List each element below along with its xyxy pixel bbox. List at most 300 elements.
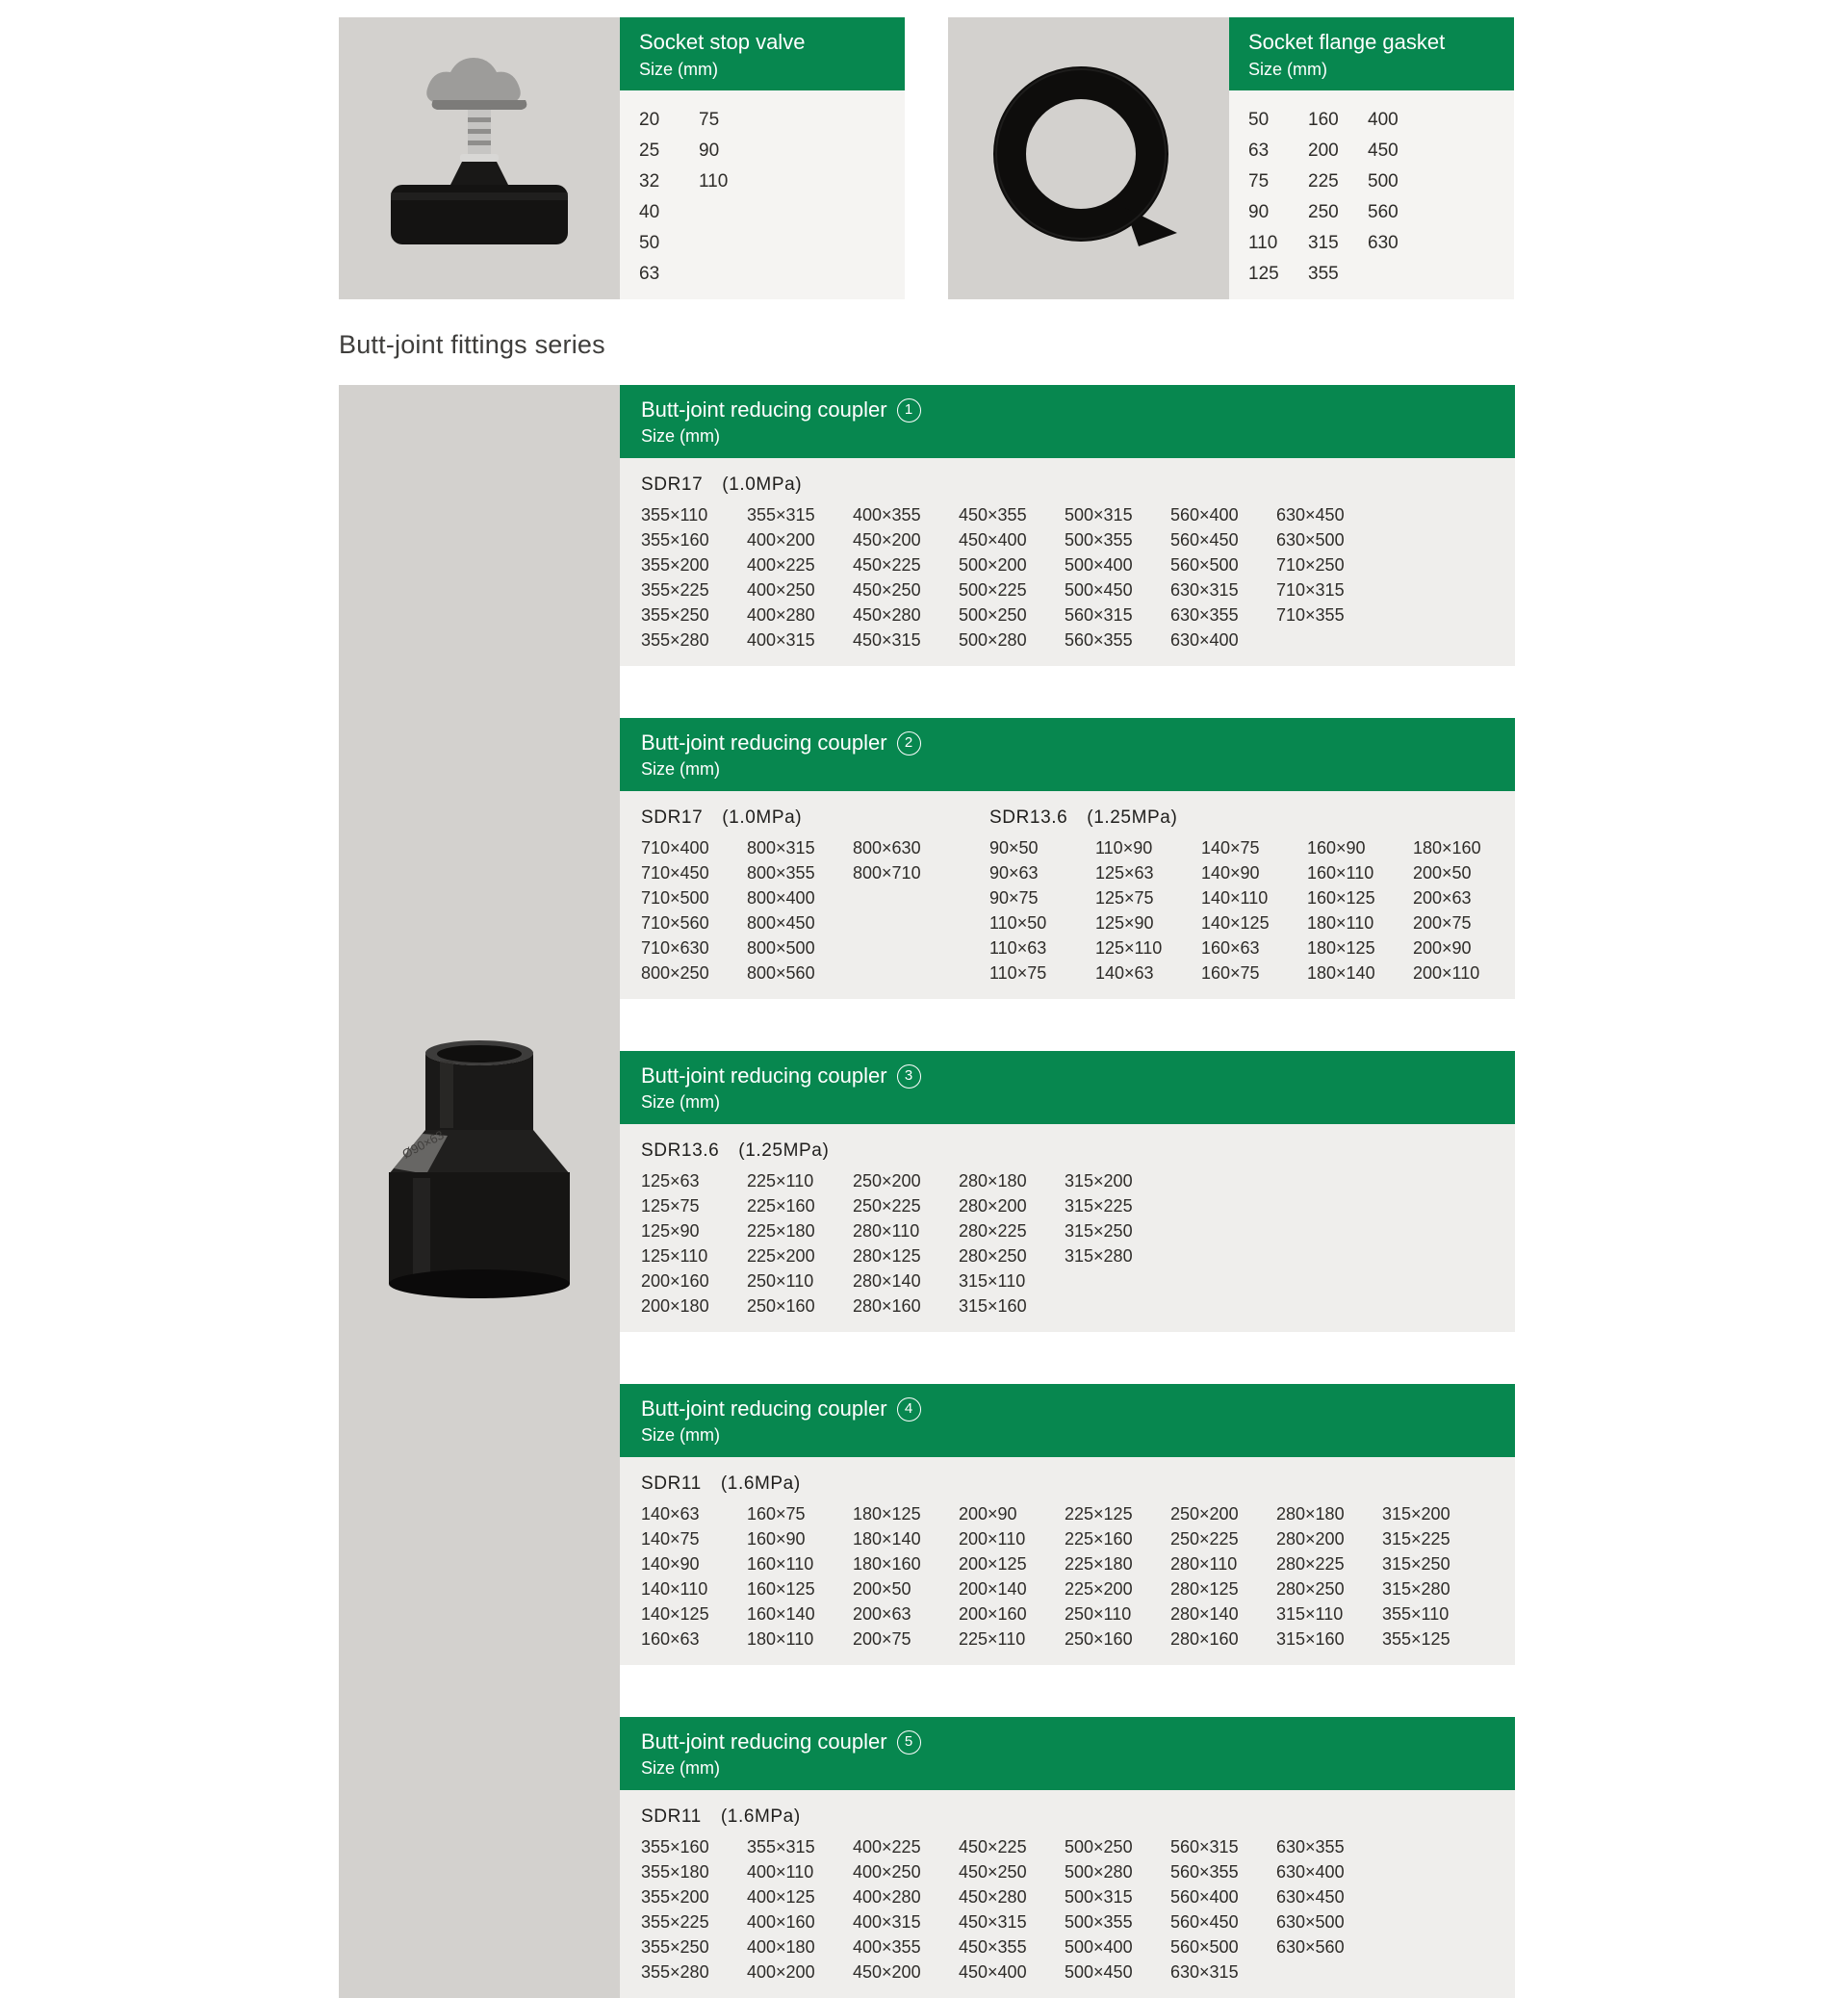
size-value: 800×315 xyxy=(747,838,815,858)
size-value: 800×250 xyxy=(641,963,709,983)
size-value: 500×280 xyxy=(959,630,1027,650)
size-value: 25 xyxy=(639,141,660,161)
circled-number-badge: 1 xyxy=(897,398,921,423)
size-value: 125×63 xyxy=(1095,863,1154,883)
section-heading: Butt-joint fittings series xyxy=(339,330,605,359)
size-value: 180×160 xyxy=(853,1554,921,1574)
size-columns xyxy=(641,1501,1457,1652)
size-value: 800×450 xyxy=(747,913,815,933)
size-value: 315 xyxy=(1308,233,1339,253)
pressure-rating-label: (1.25MPa) xyxy=(738,1140,830,1161)
size-value: 400×280 xyxy=(747,605,815,625)
size-value: 160×63 xyxy=(641,1629,700,1649)
size-value: 280×225 xyxy=(959,1221,1027,1241)
size-value: 225×125 xyxy=(1065,1504,1133,1524)
reducing-coupler-illustration xyxy=(359,1024,600,1305)
size-column xyxy=(853,502,928,653)
size-value: 160×110 xyxy=(747,1554,814,1574)
size-value: 630×500 xyxy=(1276,1912,1345,1932)
table-title: Butt-joint reducing coupler xyxy=(641,730,887,755)
size-value: 250×200 xyxy=(853,1171,921,1191)
size-value: 32 xyxy=(639,171,660,192)
size-value: 180×110 xyxy=(747,1629,814,1649)
table-body xyxy=(620,1457,1515,1665)
size-value: 500×355 xyxy=(1065,530,1133,550)
size-columns xyxy=(989,835,1488,986)
size-value: 450×250 xyxy=(853,580,921,600)
size-value: 355×280 xyxy=(641,630,709,650)
size-value: 315×250 xyxy=(1065,1221,1133,1241)
socket-flange-gasket-photo xyxy=(948,17,1229,299)
size-value: 500×250 xyxy=(1065,1837,1133,1857)
fittings-table-1 xyxy=(620,385,1515,666)
size-list xyxy=(620,90,905,299)
size-value: 500×315 xyxy=(1065,1887,1133,1907)
size-value: 225 xyxy=(1308,171,1339,192)
size-column xyxy=(1307,835,1382,986)
size-value: 125×110 xyxy=(1095,938,1163,958)
size-value: 140×90 xyxy=(1201,863,1260,883)
size-value: 200×63 xyxy=(853,1604,911,1624)
size-value: 90×75 xyxy=(989,888,1039,908)
sdr-spec-label: SDR11 xyxy=(641,1473,702,1494)
fittings-table-3 xyxy=(620,1051,1515,1332)
size-value: 355×180 xyxy=(641,1862,709,1882)
size-column xyxy=(853,1501,928,1652)
size-column xyxy=(1276,1834,1351,1985)
embossed-marking: Ø90×63 xyxy=(399,1127,447,1162)
size-column xyxy=(699,105,733,299)
size-value: 160×110 xyxy=(1307,863,1374,883)
size-value: 250×160 xyxy=(747,1296,815,1316)
size-value: 125×75 xyxy=(1095,888,1154,908)
size-value: 400×225 xyxy=(853,1837,921,1857)
size-value: 200×90 xyxy=(1413,938,1472,958)
size-value: 710×630 xyxy=(641,938,709,958)
card-title: Socket stop valve xyxy=(639,30,806,54)
socket-stop-valve-photo xyxy=(339,17,620,299)
size-value: 355×110 xyxy=(641,505,708,525)
size-value: 140×63 xyxy=(1095,963,1154,983)
size-value: 140×125 xyxy=(1201,913,1270,933)
size-value: 400×280 xyxy=(853,1887,921,1907)
size-value: 560×450 xyxy=(1170,1912,1239,1932)
spec-group-sdr11 xyxy=(641,1803,1351,1985)
table-title: Butt-joint reducing coupler xyxy=(641,1063,887,1088)
size-value: 110×50 xyxy=(989,913,1047,933)
size-value: 560×355 xyxy=(1170,1862,1239,1882)
size-value: 160×90 xyxy=(747,1529,806,1549)
top-cards-row xyxy=(339,17,1515,299)
card-socket-stop-valve xyxy=(339,17,905,299)
table-header xyxy=(620,718,1515,791)
size-column xyxy=(747,835,822,986)
size-value: 400×355 xyxy=(853,1937,921,1957)
table-size-label: Size (mm) xyxy=(641,1092,720,1112)
size-value: 280×140 xyxy=(853,1271,921,1291)
size-value: 200×75 xyxy=(1413,913,1472,933)
size-value: 200×63 xyxy=(1413,888,1472,908)
reducing-coupler-photo xyxy=(339,1024,620,1305)
size-value: 200×180 xyxy=(641,1296,709,1316)
size-value: 450×250 xyxy=(959,1862,1027,1882)
table-title: Butt-joint reducing coupler xyxy=(641,1729,887,1754)
size-column xyxy=(959,1501,1034,1652)
size-value: 400×200 xyxy=(747,530,815,550)
size-value: 400×250 xyxy=(853,1862,921,1882)
size-value: 800×560 xyxy=(747,963,815,983)
card-header xyxy=(620,17,905,90)
size-value: 800×355 xyxy=(747,863,815,883)
table-header xyxy=(620,385,1515,458)
size-columns xyxy=(641,1834,1351,1985)
size-value: 200×125 xyxy=(959,1554,1027,1574)
size-value: 355×160 xyxy=(641,530,709,550)
size-value: 560×315 xyxy=(1170,1837,1239,1857)
size-value: 180×160 xyxy=(1413,838,1481,858)
spec-line xyxy=(641,1803,1351,1832)
size-column xyxy=(1413,835,1488,986)
size-column xyxy=(1308,105,1343,299)
size-value: 450×200 xyxy=(853,1962,921,1982)
size-value: 400×315 xyxy=(747,630,815,650)
size-value: 400×200 xyxy=(747,1962,815,1982)
size-value: 180×110 xyxy=(1307,913,1374,933)
size-value: 250×110 xyxy=(1065,1604,1132,1624)
size-value: 250×160 xyxy=(1065,1629,1133,1649)
card-title: Socket flange gasket xyxy=(1248,30,1446,54)
size-value: 315×110 xyxy=(959,1271,1026,1291)
table-body xyxy=(620,458,1515,666)
size-value: 250×225 xyxy=(853,1196,921,1216)
size-value: 140×90 xyxy=(641,1554,700,1574)
size-value: 225×180 xyxy=(1065,1554,1133,1574)
size-value: 710×250 xyxy=(1276,555,1345,575)
table-title: Butt-joint reducing coupler xyxy=(641,397,887,422)
size-column xyxy=(1065,1834,1140,1985)
pressure-rating-label: (1.25MPa) xyxy=(1087,807,1178,828)
size-value: 630×450 xyxy=(1276,505,1345,525)
size-column xyxy=(1065,502,1140,653)
size-columns xyxy=(641,502,1351,653)
size-value: 315×225 xyxy=(1065,1196,1133,1216)
size-value: 450×400 xyxy=(959,1962,1027,1982)
size-value: 315×225 xyxy=(1382,1529,1450,1549)
size-value: 400×225 xyxy=(747,555,815,575)
size-value: 355×315 xyxy=(747,505,815,525)
size-value: 280×125 xyxy=(853,1246,921,1266)
size-column xyxy=(1276,1501,1351,1652)
size-value: 110 xyxy=(1248,233,1278,253)
size-value: 125×63 xyxy=(641,1171,700,1191)
size-column xyxy=(989,835,1065,986)
size-value: 450×355 xyxy=(959,505,1027,525)
table-title-row xyxy=(641,1062,1515,1090)
size-value: 50 xyxy=(639,233,660,253)
size-value: 225×200 xyxy=(1065,1579,1133,1599)
table-header xyxy=(620,1717,1515,1790)
size-value: 280×110 xyxy=(853,1221,920,1241)
size-value: 75 xyxy=(699,110,720,130)
size-value: 20 xyxy=(639,110,660,130)
spec-line xyxy=(641,1470,1457,1498)
size-value: 160×140 xyxy=(747,1604,815,1624)
fittings-tables-column xyxy=(620,385,1515,1998)
size-value: 110×63 xyxy=(989,938,1047,958)
butt-joint-fittings-section xyxy=(339,385,1515,1998)
size-value: 140×75 xyxy=(1201,838,1260,858)
size-value: 280×250 xyxy=(1276,1579,1345,1599)
size-value: 500×450 xyxy=(1065,1962,1133,1982)
size-value: 280×200 xyxy=(959,1196,1027,1216)
size-value: 315×160 xyxy=(959,1296,1027,1316)
spec-group-sdr17 xyxy=(641,804,928,986)
size-value: 200×160 xyxy=(959,1604,1027,1624)
table-title-row xyxy=(641,1395,1515,1423)
size-value: 280×250 xyxy=(959,1246,1027,1266)
size-value: 450×280 xyxy=(853,605,921,625)
fittings-table-5 xyxy=(620,1717,1515,1998)
size-value: 630×315 xyxy=(1170,1962,1239,1982)
size-value: 225×110 xyxy=(959,1629,1026,1649)
size-value: 800×400 xyxy=(747,888,815,908)
size-value: 355×280 xyxy=(641,1962,709,1982)
size-value: 160×90 xyxy=(1307,838,1366,858)
sdr-spec-label: SDR13.6 xyxy=(641,1140,720,1161)
table-body xyxy=(620,1790,1515,1998)
size-value: 200×110 xyxy=(959,1529,1026,1549)
size-column xyxy=(1170,1501,1245,1652)
size-value: 710×400 xyxy=(641,838,709,858)
size-value: 180×140 xyxy=(1307,963,1375,983)
size-value: 355×125 xyxy=(1382,1629,1450,1649)
spec-group-sdr17 xyxy=(641,471,1351,653)
size-value: 125×90 xyxy=(1095,913,1154,933)
size-value: 560×315 xyxy=(1065,605,1133,625)
size-value: 225×160 xyxy=(747,1196,815,1216)
spec-line xyxy=(641,1137,1140,1166)
size-value: 140×125 xyxy=(641,1604,709,1624)
size-value: 225×200 xyxy=(747,1246,815,1266)
fittings-table-2 xyxy=(620,718,1515,999)
size-column xyxy=(747,1501,822,1652)
size-value: 280×225 xyxy=(1276,1554,1345,1574)
table-header xyxy=(620,1384,1515,1457)
size-value: 315×160 xyxy=(1276,1629,1345,1649)
card-size-label: Size (mm) xyxy=(1248,60,1327,79)
circled-number-badge: 3 xyxy=(897,1064,921,1089)
size-value: 90×50 xyxy=(989,838,1039,858)
size-value: 500×400 xyxy=(1065,555,1133,575)
size-value: 630×400 xyxy=(1170,630,1239,650)
size-value: 560×500 xyxy=(1170,1937,1239,1957)
size-column xyxy=(853,1168,928,1319)
circled-number-badge: 2 xyxy=(897,731,921,756)
size-column xyxy=(959,1168,1034,1319)
size-value: 800×630 xyxy=(853,838,921,858)
size-column xyxy=(747,1834,822,1985)
size-value: 250×200 xyxy=(1170,1504,1239,1524)
size-value: 500×355 xyxy=(1065,1912,1133,1932)
size-value: 560×450 xyxy=(1170,530,1239,550)
size-value: 125×110 xyxy=(641,1246,708,1266)
size-value: 710×355 xyxy=(1276,605,1345,625)
size-value: 160×125 xyxy=(747,1579,815,1599)
size-value: 500×250 xyxy=(959,605,1027,625)
socket-stop-valve-table xyxy=(620,17,905,299)
sdr-spec-label: SDR17 xyxy=(641,807,704,828)
size-column xyxy=(641,1168,716,1319)
size-value: 355×250 xyxy=(641,1937,709,1957)
size-column xyxy=(1382,1501,1457,1652)
spec-group-sdr13.6 xyxy=(989,804,1488,986)
circled-number-badge: 5 xyxy=(897,1730,921,1755)
size-value: 630×315 xyxy=(1170,580,1239,600)
size-value: 200×110 xyxy=(1413,963,1480,983)
fittings-table-4 xyxy=(620,1384,1515,1665)
size-value: 125×75 xyxy=(641,1196,700,1216)
size-value: 355×110 xyxy=(1382,1604,1450,1624)
size-value: 800×500 xyxy=(747,938,815,958)
size-value: 280×180 xyxy=(959,1171,1027,1191)
size-value: 50 xyxy=(1248,110,1270,130)
size-value: 450×400 xyxy=(959,530,1027,550)
size-column xyxy=(641,1834,716,1985)
size-value: 560×355 xyxy=(1065,630,1133,650)
spec-group-sdr13.6 xyxy=(641,1137,1140,1319)
spec-group-sdr11 xyxy=(641,1470,1457,1652)
size-value: 200×50 xyxy=(1413,863,1472,883)
size-value: 400×110 xyxy=(747,1862,814,1882)
size-column xyxy=(1065,1168,1140,1319)
size-value: 560 xyxy=(1368,202,1399,222)
size-value: 225×160 xyxy=(1065,1529,1133,1549)
circled-number-badge: 4 xyxy=(897,1397,921,1422)
table-size-label: Size (mm) xyxy=(641,426,720,446)
size-value: 450×280 xyxy=(959,1887,1027,1907)
size-list xyxy=(1229,90,1514,299)
spec-line xyxy=(641,804,928,832)
size-value: 315×110 xyxy=(1276,1604,1344,1624)
size-value: 200×75 xyxy=(853,1629,911,1649)
size-value: 500×280 xyxy=(1065,1862,1133,1882)
sdr-spec-label: SDR17 xyxy=(641,474,704,495)
size-value: 315×280 xyxy=(1065,1246,1133,1266)
size-value: 315×280 xyxy=(1382,1579,1450,1599)
size-value: 160×63 xyxy=(1201,938,1260,958)
size-value: 250×110 xyxy=(747,1271,814,1291)
size-value: 355 xyxy=(1308,264,1339,284)
catalog-page xyxy=(339,17,1515,1998)
size-column xyxy=(641,1501,716,1652)
spec-line xyxy=(641,471,1351,500)
size-value: 710×560 xyxy=(641,913,709,933)
size-value: 75 xyxy=(1248,171,1270,192)
table-body xyxy=(620,791,1515,999)
pressure-rating-label: (1.6MPa) xyxy=(720,1473,801,1494)
size-value: 800×710 xyxy=(853,863,921,883)
size-value: 63 xyxy=(639,264,660,284)
size-value: 40 xyxy=(639,202,660,222)
size-value: 450×225 xyxy=(959,1837,1027,1857)
size-value: 500×315 xyxy=(1065,505,1133,525)
size-value: 500 xyxy=(1368,171,1399,192)
table-header xyxy=(620,1051,1515,1124)
size-value: 280×160 xyxy=(853,1296,921,1316)
size-value: 630×400 xyxy=(1276,1862,1345,1882)
size-value: 355×225 xyxy=(641,580,709,600)
size-value: 355×200 xyxy=(641,555,709,575)
size-column xyxy=(641,502,716,653)
table-title-row xyxy=(641,729,1515,757)
size-value: 125 xyxy=(1248,264,1279,284)
card-socket-flange-gasket xyxy=(948,17,1514,299)
size-value: 200×160 xyxy=(641,1271,709,1291)
size-value: 355×160 xyxy=(641,1837,709,1857)
size-columns xyxy=(641,835,928,986)
size-column xyxy=(959,1834,1034,1985)
size-value: 180×125 xyxy=(853,1504,921,1524)
size-value: 400×160 xyxy=(747,1912,815,1932)
size-value: 400×355 xyxy=(853,505,921,525)
card-size-label: Size (mm) xyxy=(639,60,718,79)
size-value: 560×400 xyxy=(1170,1887,1239,1907)
size-value: 140×63 xyxy=(641,1504,700,1524)
size-value: 280×200 xyxy=(1276,1529,1345,1549)
pressure-rating-label: (1.0MPa) xyxy=(722,474,803,495)
size-value: 250 xyxy=(1308,202,1339,222)
table-title-row xyxy=(641,396,1515,424)
size-value: 200×140 xyxy=(959,1579,1027,1599)
socket-flange-gasket-table xyxy=(1229,17,1514,299)
size-column xyxy=(853,1834,928,1985)
size-value: 710×315 xyxy=(1276,580,1345,600)
size-value: 200×90 xyxy=(959,1504,1017,1524)
size-column xyxy=(1170,1834,1245,1985)
size-column xyxy=(1170,502,1245,653)
size-column xyxy=(1276,502,1351,653)
spec-line xyxy=(989,804,1488,832)
size-value: 400×125 xyxy=(747,1887,815,1907)
size-value: 280×180 xyxy=(1276,1504,1345,1524)
size-value: 630×450 xyxy=(1276,1887,1345,1907)
size-value: 450 xyxy=(1368,141,1399,161)
size-value: 400×250 xyxy=(747,580,815,600)
table-title-row xyxy=(641,1728,1515,1756)
product-photo-rail xyxy=(339,385,620,1998)
table-size-label: Size (mm) xyxy=(641,759,720,779)
size-value: 180×140 xyxy=(853,1529,921,1549)
size-column xyxy=(1368,105,1402,299)
size-value: 450×315 xyxy=(959,1912,1027,1932)
size-value: 400×180 xyxy=(747,1937,815,1957)
size-value: 710×500 xyxy=(641,888,709,908)
card-header xyxy=(1229,17,1514,90)
table-body xyxy=(620,1124,1515,1332)
size-value: 110×90 xyxy=(1095,838,1153,858)
size-value: 90 xyxy=(1248,202,1270,222)
size-value: 355×315 xyxy=(747,1837,815,1857)
size-value: 630×560 xyxy=(1276,1937,1345,1957)
size-value: 160×75 xyxy=(747,1504,806,1524)
size-value: 500×225 xyxy=(959,580,1027,600)
size-value: 560×400 xyxy=(1170,505,1239,525)
size-value: 500×450 xyxy=(1065,580,1133,600)
size-value: 160×125 xyxy=(1307,888,1375,908)
size-column xyxy=(1065,1501,1140,1652)
sdr-spec-label: SDR13.6 xyxy=(989,807,1068,828)
size-value: 315×200 xyxy=(1382,1504,1450,1524)
